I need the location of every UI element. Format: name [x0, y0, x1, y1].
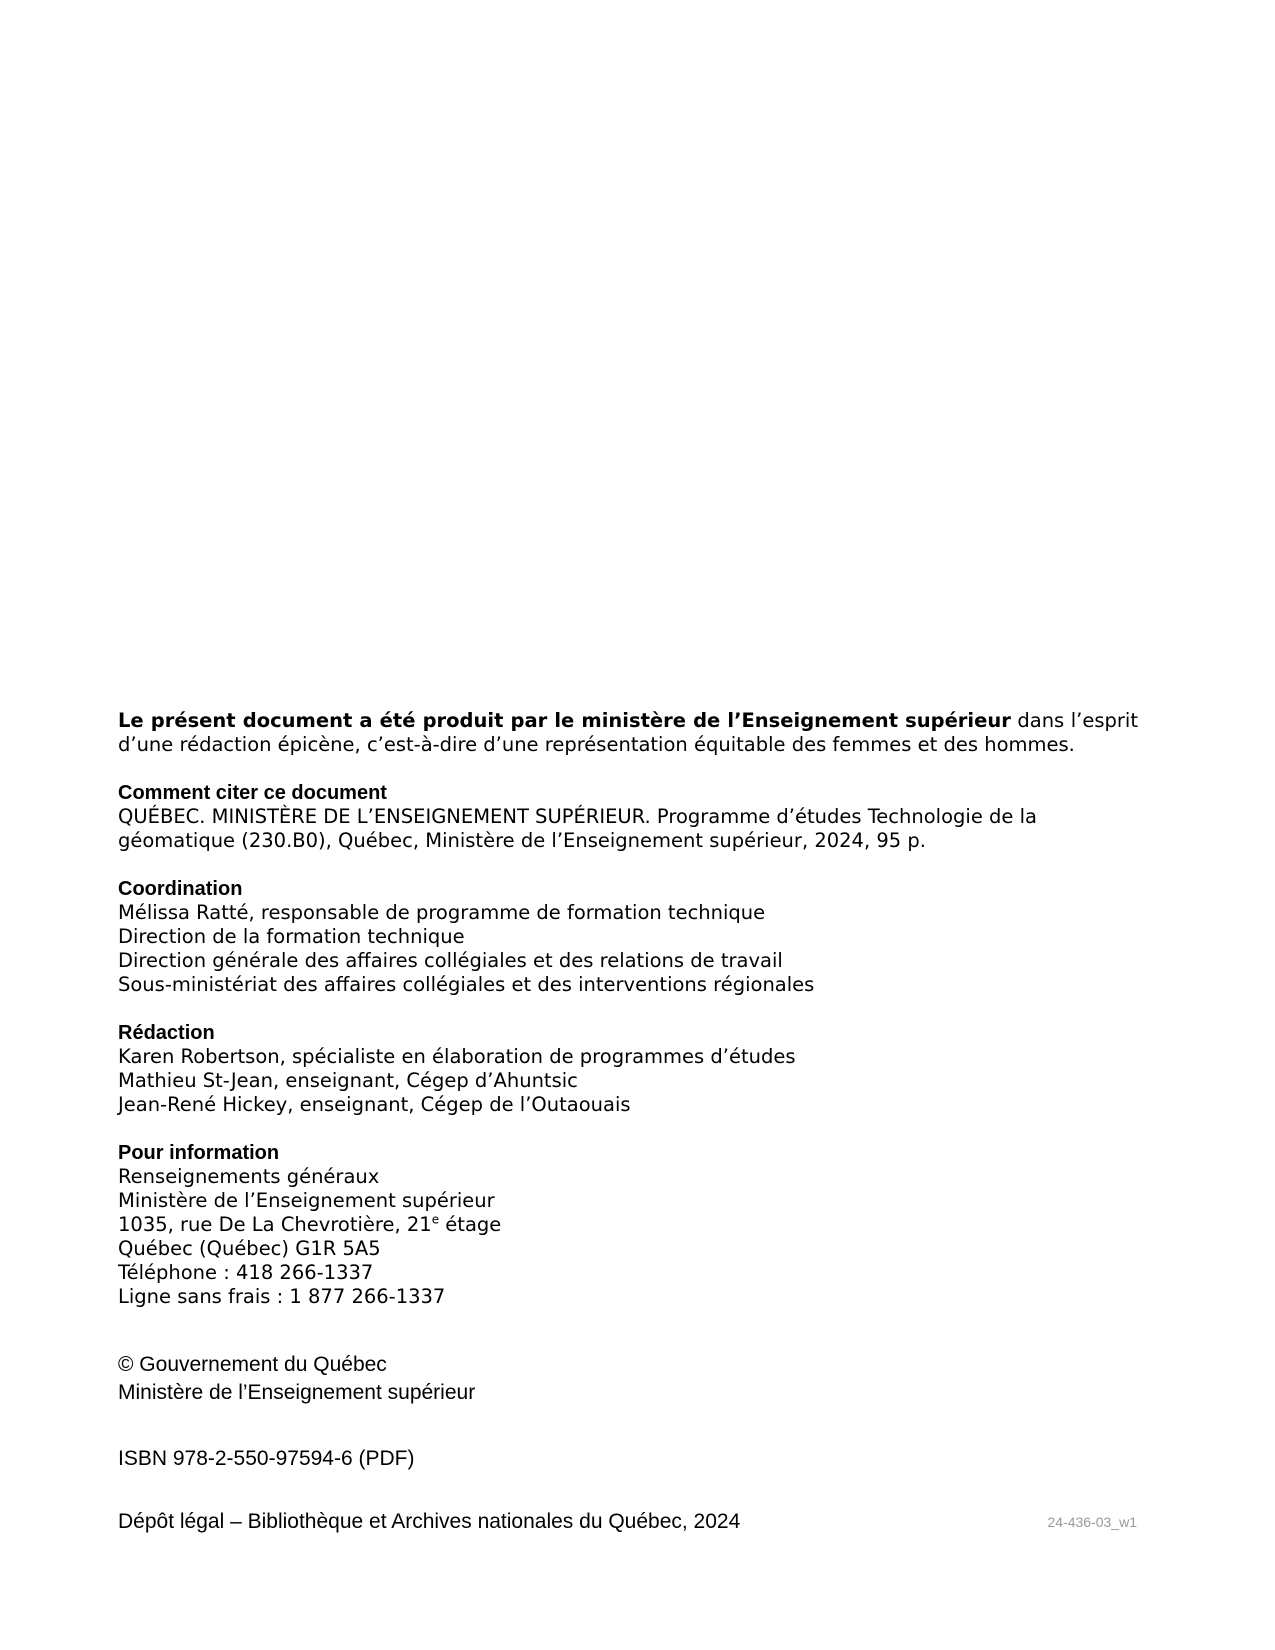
isbn-text: ISBN 978-2-550-97594-6 (PDF)	[118, 1447, 415, 1470]
redaction-line: Jean-René Hickey, enseignant, Cégep de l’Outaouais	[118, 1093, 631, 1116]
redaction-line: Mathieu St-Jean, enseignant, Cégep d’Ahuntsic	[118, 1069, 578, 1092]
legal-deposit-text: Dépôt légal – Bibliothèque et Archives nationales du Québec, 2024	[118, 1510, 741, 1533]
redaction-line: Karen Robertson, spécialiste en élaboration de programmes d’études	[118, 1045, 796, 1068]
coordination-section	[118, 877, 1138, 997]
address-end: étage	[439, 1213, 502, 1236]
citation-title: Comment citer ce document	[118, 782, 387, 804]
information-address-line	[118, 1213, 1138, 1237]
copyright-line: © Gouvernement du Québec	[118, 1353, 387, 1376]
document-code: 24-436-03_w1	[1047, 1514, 1137, 1530]
information-phone: Téléphone : 418 266-1337	[118, 1261, 374, 1284]
coordination-title: Coordination	[118, 878, 243, 900]
coordination-line: Direction de la formation technique	[118, 925, 465, 948]
information-title: Pour information	[118, 1142, 280, 1164]
information-section	[118, 1141, 1138, 1309]
credits-content	[118, 709, 1138, 1333]
intro-paragraph	[118, 709, 1138, 757]
redaction-title: Rédaction	[118, 1022, 215, 1044]
information-tollfree: Ligne sans frais : 1 877 266-1337	[118, 1285, 446, 1308]
information-line: Renseignements généraux	[118, 1165, 380, 1188]
copyright-ministry: Ministère de l’Enseignement supérieur	[118, 1381, 476, 1404]
citation-section	[118, 781, 1138, 853]
redaction-section	[118, 1021, 1138, 1117]
coordination-line: Mélissa Ratté, responsable de programme de formation technique	[118, 901, 766, 924]
coordination-line: Direction générale des affaires collégiales et des relations de travail	[118, 949, 783, 972]
copyright-block	[118, 1351, 475, 1407]
intro-bold-text: Le présent document a été produit par le ministère de l’Enseignement supérieur	[118, 709, 1011, 732]
information-line: Québec (Québec) G1R 5A5	[118, 1237, 381, 1260]
coordination-line: Sous-ministériat des affaires collégiales et des interventions régionales	[118, 973, 815, 996]
address-main: 1035, rue De La Chevrotière, 21	[118, 1213, 432, 1236]
intro-rest-text: dans l’esprit d’une rédaction épicène, c’est-à-dire d’une représentation équitable des femmes et des hommes.	[118, 709, 1138, 756]
address-superscript: e	[431, 1212, 440, 1227]
information-line: Ministère de l’Enseignement supérieur	[118, 1189, 495, 1212]
citation-text: QUÉBEC. MINISTÈRE DE L’ENSEIGNEMENT SUPÉRIEUR. Programme d’études Technologie de la géomatique (230.B0), Québec, Ministère de l’Enseignement supérieur, 2024, 95 p.	[118, 805, 1037, 852]
